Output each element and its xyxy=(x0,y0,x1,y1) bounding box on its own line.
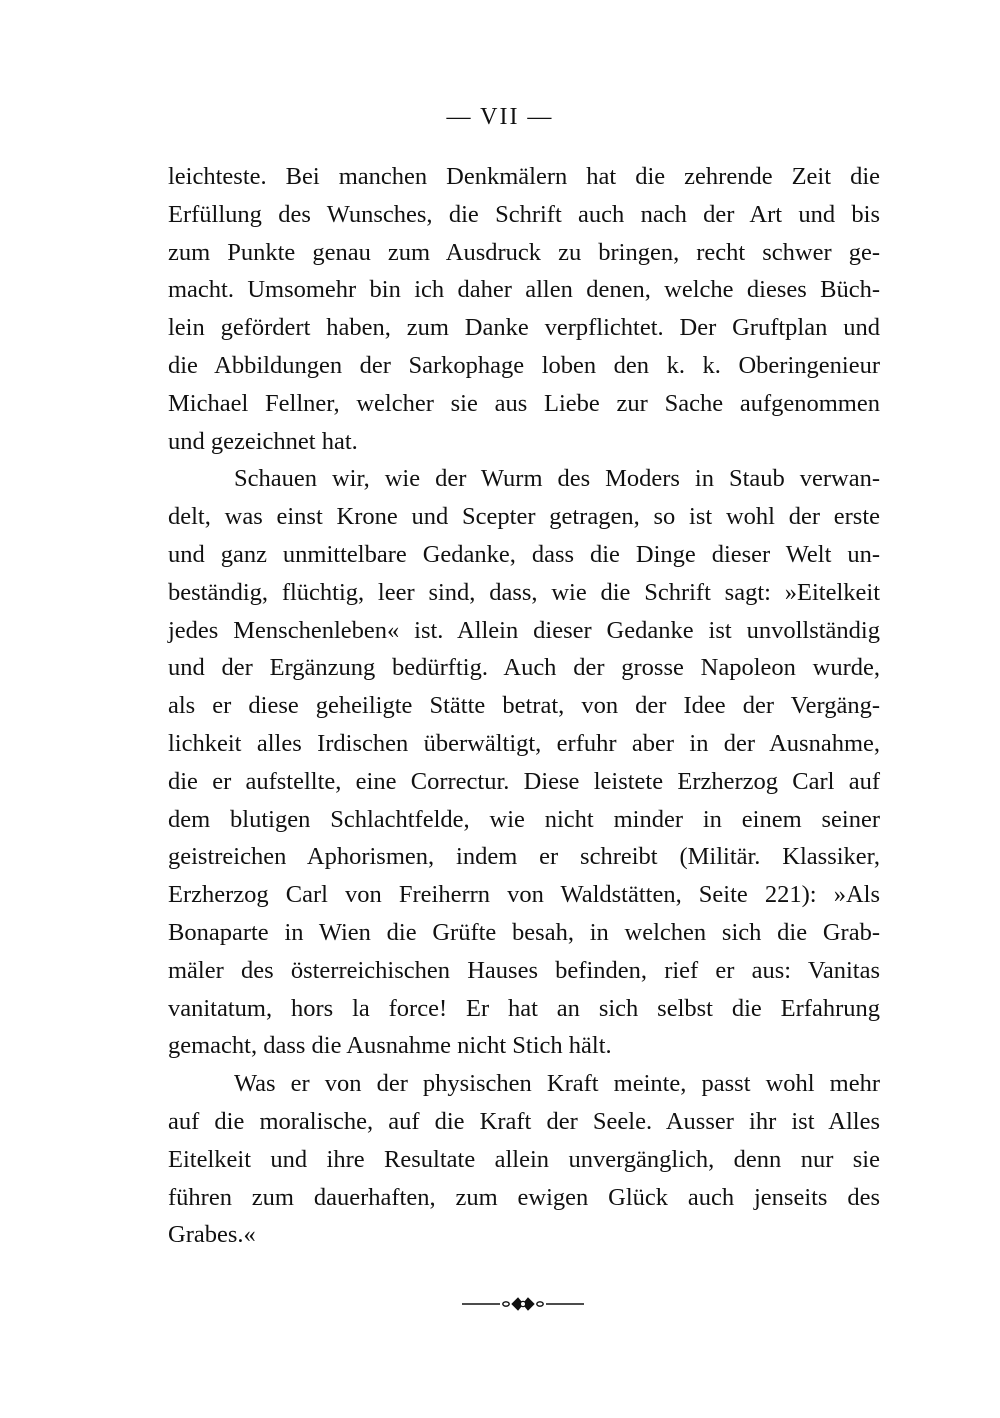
text-line: Bonaparte in Wien die Grüfte besah, in welchen sich die Grab- xyxy=(168,918,880,946)
text-line: mäler des österreichischen Hauses befinden, rief er aus: Vanitas xyxy=(168,956,880,984)
text-line: Erzherzog Carl von Freiherrn von Waldstätten, Seite 221): »Als xyxy=(168,881,880,909)
text-line: die er aufstellte, eine Correctur. Diese leistete Erzherzog Carl auf xyxy=(168,767,880,795)
text-line: Michael Fellner, welcher sie aus Liebe zur Sache aufgenommen xyxy=(168,389,880,417)
text-line: auf die moralische, auf die Kraft der Seele. Ausser ihr ist Alles xyxy=(168,1107,880,1135)
text-line: und ganz unmittelbare Gedanke, dass die Dinge dieser Welt un- xyxy=(168,540,880,568)
text-line: als er diese geheiligte Stätte betrat, von der Idee der Vergäng- xyxy=(168,692,880,720)
text-line: beständig, flüchtig, leer sind, dass, wie die Schrift sagt: »Eitelkeit xyxy=(168,578,880,606)
text-line: vanitatum, hors la force! Er hat an sich selbst die Erfahrung xyxy=(168,994,880,1022)
text-line: lein gefördert haben, zum Danke verpflichtet. Der Gruftplan und xyxy=(168,314,880,342)
text-line: Schauen wir, wie der Wurm des Moders in Staub verwan- xyxy=(234,465,880,493)
text-line: macht. Umsomehr bin ich daher allen denen, welche dieses Büch- xyxy=(168,276,880,304)
text-line: delt, was einst Krone und Scepter getragen, so ist wohl der erste xyxy=(168,503,880,531)
text-line: zum Punkte genau zum Ausdruck zu bringen, recht schwer ge- xyxy=(168,238,880,266)
text-line: die Abbildungen der Sarkophage loben den k. k. Oberingenieur xyxy=(168,351,880,379)
text-line: Grabes.« xyxy=(168,1221,256,1249)
text-line: und gezeichnet hat. xyxy=(168,427,358,455)
text-line: und der Ergänzung bedürftig. Auch der grosse Napoleon wurde, xyxy=(168,654,880,682)
text-line: Eitelkeit und ihre Resultate allein unvergänglich, denn nur sie xyxy=(168,1145,880,1173)
page-number: — VII — xyxy=(446,104,554,130)
body-text xyxy=(168,158,880,1254)
text-line: Erfüllung des Wunsches, die Schrift auch nach der Art und bis xyxy=(168,200,880,228)
text-line: gemacht, dass die Ausnahme nicht Stich hält. xyxy=(168,1032,612,1060)
text-line: jedes Menschenleben« ist. Allein dieser Gedanke ist unvollständig xyxy=(168,616,880,644)
tailpiece-ornament-icon xyxy=(460,1292,586,1316)
text-line: dem blutigen Schlachtfelde, wie nicht minder in einem seiner xyxy=(168,805,880,833)
text-line: leichteste. Bei manchen Denkmälern hat die zehrende Zeit die xyxy=(168,163,880,190)
text-line: führen zum dauerhaften, zum ewigen Glück auch jenseits des xyxy=(168,1183,880,1211)
text-line: geistreichen Aphorismen, indem er schreibt (Militär. Klassiker, xyxy=(168,843,880,871)
text-line: lichkeit alles Irdischen überwältigt, erfuhr aber in der Ausnahme, xyxy=(168,729,880,757)
text-line: Was er von der physischen Kraft meinte, passt wohl mehr xyxy=(234,1070,880,1098)
